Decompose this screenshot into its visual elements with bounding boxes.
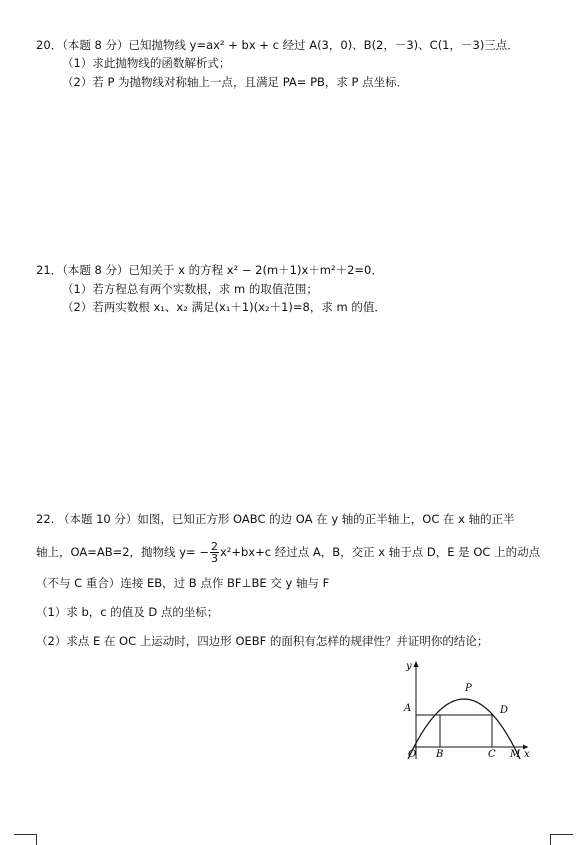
q22-line2-post: x²+bx+c 经过点 A，B，交正 x 轴于点 D，E 是 OC 上的动点 (219, 545, 541, 559)
q21-header: 21．（本题 8 分）已知关于 x 的方程 x² − 2(m＋1)x＋m²＋2=0． (36, 263, 383, 277)
q22-part2: （2）求点 E 在 OC 上运动时，四边形 OEBF 的面积有怎样的规律性？并证明你的结论； (36, 634, 489, 648)
q21-part2: （2）若两实数根 x₁、x₂ 满足(x₁＋1)(x₂＋1)=8，求 m 的值． (62, 300, 386, 314)
q22-line2-pre: 轴上，OA=AB=2，抛物线 y= − (36, 545, 209, 559)
label-m: M (510, 749, 521, 760)
q22-fraction (210, 541, 219, 564)
q22-line1: 22. （本题 10 分）如图，已知正方形 OABC 的边 OA 在 y 轴的正半轴上，OC 在 x 轴的正半 (36, 512, 515, 526)
label-y: y (406, 661, 412, 672)
q20-part2: （2）若 P 为抛物线对称轴上一点，且满足 PA= PB，求 P 点坐标． (62, 75, 409, 89)
y-axis-arrow (414, 661, 419, 667)
q20-part1: （1）求此抛物线的函数解析式； (62, 56, 231, 70)
label-d: D (500, 705, 509, 716)
q22-part1: （1）求 b，c 的值及 D 点的坐标； (36, 605, 219, 619)
label-b: B (436, 749, 444, 760)
q21-part1: （1）若方程总有两个实数根，求 m 的取值范围； (62, 282, 318, 296)
parabola-square-figure (398, 655, 536, 763)
label-p: P (465, 683, 472, 694)
label-x: x (524, 749, 530, 760)
label-o: O (408, 749, 417, 760)
fraction-numerator: 2 (210, 540, 218, 553)
label-c: C (488, 749, 496, 760)
square-oabc (416, 715, 492, 747)
corner-mark-right (550, 834, 573, 845)
q22-line2 (36, 540, 540, 564)
label-a: A (404, 703, 412, 714)
corner-mark-left (14, 834, 37, 845)
fraction-denominator: 3 (210, 552, 218, 565)
q20-header: 20．（本题 8 分）已知抛物线 y=ax² + bx + c 经过 A(3，0)、B(2，－3)、C(1，－3)三点． (36, 38, 519, 52)
q22-line3: （不与 C 重合）连接 EB，过 B 点作 BF⊥BE 交 y 轴与 F (36, 576, 330, 590)
